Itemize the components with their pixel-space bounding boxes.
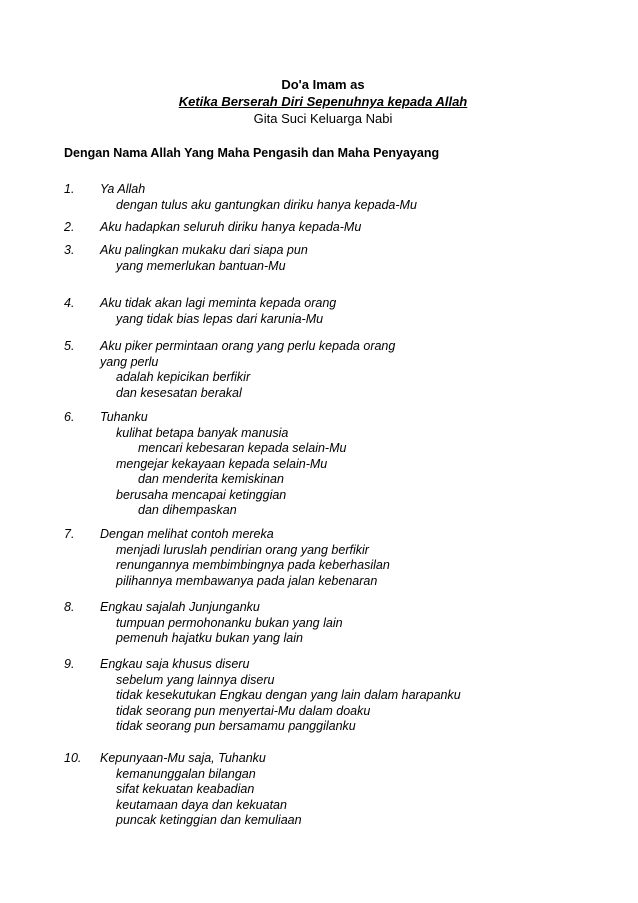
verse-text: Engkau saja khusus diseru: [100, 657, 250, 671]
verse-text: pemenuh hajatku bukan yang lain: [116, 631, 303, 645]
verse-block: [64, 751, 624, 829]
verse-line: [64, 673, 624, 689]
verse-text: sifat kekuatan keabadian: [116, 782, 255, 796]
verse-line: [64, 355, 624, 371]
verse-text: yang perlu: [100, 354, 159, 369]
verse-line: [64, 798, 624, 814]
verse-text: kemanunggalan bilangan: [116, 766, 256, 781]
verse-line: [64, 410, 624, 426]
verse-number: 10.: [64, 751, 82, 765]
verse-line: [64, 813, 624, 829]
verse-block: [64, 296, 624, 327]
verse-text: dengan tulus aku gantungkan diriku hanya kepada-Mu: [116, 197, 417, 212]
verse-text: Tuhanku: [100, 410, 148, 424]
verse-line: [64, 574, 624, 590]
verse-text: tumpuan permohonanku bukan yang lain: [116, 615, 343, 630]
verse-block: [64, 243, 624, 274]
verse-number: 5.: [64, 339, 75, 353]
verse-line: [64, 198, 624, 214]
verse-text: Engkau sajalah Junjunganku: [100, 600, 260, 614]
verse-line: [64, 426, 624, 442]
document-subtitle: Ketika Berserah Diri Sepenuhnya kepada Allah: [178, 94, 468, 109]
verse-text: adalah kepicikan berfikir: [116, 370, 251, 384]
verse-line: [64, 370, 624, 386]
verse-line: [64, 339, 624, 355]
verse-text: kulihat betapa banyak manusia: [116, 425, 289, 440]
verse-text: pilihannya membawanya pada jalan kebenaran: [116, 573, 378, 588]
verse-block: [64, 657, 624, 735]
verse-number: 3.: [64, 243, 75, 257]
verse-block: [64, 527, 624, 589]
verse-number: 8.: [64, 600, 75, 614]
verse-line: [64, 616, 624, 632]
document-title: Do'a Imam as: [281, 77, 365, 92]
verse-number: 2.: [64, 220, 75, 234]
verse-text: berusaha mencapai ketinggian: [116, 487, 287, 502]
verse-line: [64, 767, 624, 783]
verse-text: Kepunyaan-Mu saja, Tuhanku: [100, 751, 266, 765]
verse-text: Aku piker permintaan orang yang perlu kepada orang: [100, 339, 396, 353]
verse-line: [64, 782, 624, 798]
verse-text: dan menderita kemiskinan: [138, 472, 284, 486]
verse-text: yang tidak bias lepas dari karunia-Mu: [116, 311, 324, 326]
verse-line: [64, 386, 624, 402]
verse-line: [64, 220, 624, 236]
verse-line: [64, 457, 624, 473]
verse-text: tidak seorang pun bersamamu panggilanku: [116, 719, 356, 733]
verse-text: mengejar kekayaan kepada selain-Mu: [116, 456, 328, 471]
verse-text: dan dihempaskan: [138, 503, 237, 517]
verse-line: [64, 488, 624, 504]
verse-text: renungannya membimbingnya pada keberhasilan: [116, 558, 390, 572]
document-source: Gita Suci Keluarga Nabi: [253, 111, 393, 126]
verse-text: Aku hadapkan seluruh diriku hanya kepada-Mu: [100, 220, 362, 234]
verse-text: menjadi luruslah pendirian orang yang berfikir: [116, 542, 369, 557]
verse-line: [64, 312, 624, 328]
verse-text: tidak seorang pun menyertai-Mu dalam doaku: [116, 703, 371, 718]
document-header: [0, 76, 638, 127]
verse-line: [64, 503, 624, 519]
verse-text: dan kesesatan berakal: [116, 385, 242, 400]
verse-number: 9.: [64, 657, 75, 671]
verse-line: [64, 527, 624, 543]
verse-number: 7.: [64, 527, 75, 541]
verse-line: [64, 558, 624, 574]
verse-text: Dengan melihat contoh mereka: [100, 527, 274, 541]
verse-number: 6.: [64, 410, 75, 424]
verse-block: [64, 220, 624, 236]
verse-text: Aku tidak akan lagi meminta kepada orang: [100, 296, 337, 310]
verse-line: [64, 600, 624, 616]
verse-text: puncak ketinggian dan kemuliaan: [116, 813, 302, 827]
verse-block: [64, 182, 624, 213]
verse-block: [64, 410, 624, 519]
verse-text: keutamaan daya dan kekuatan: [116, 797, 287, 812]
verse-text: Ya Allah: [100, 182, 146, 196]
bismillah-line: Dengan Nama Allah Yang Maha Pengasih dan Maha Penyayang: [64, 146, 440, 160]
verse-line: [64, 704, 624, 720]
verse-line: [64, 751, 624, 767]
verse-line: [64, 543, 624, 559]
verse-line: [64, 657, 624, 673]
verse-text: tidak kesekutukan Engkau dengan yang lain dalam harapanku: [116, 688, 461, 702]
verse-line: [64, 182, 624, 198]
verse-line: [64, 719, 624, 735]
verse-line: [64, 259, 624, 275]
verse-line: [64, 243, 624, 259]
verse-number: 4.: [64, 296, 75, 310]
verse-number: 1.: [64, 182, 75, 196]
verse-line: [64, 472, 624, 488]
verse-block: [64, 339, 624, 401]
verse-text: yang memerlukan bantuan-Mu: [116, 258, 286, 273]
verse-line: [64, 441, 624, 457]
verse-line: [64, 688, 624, 704]
verse-line: [64, 631, 624, 647]
verse-text: mencari kebesaran kepada selain-Mu: [138, 441, 347, 455]
verse-text: sebelum yang lainnya diseru: [116, 672, 275, 687]
verse-text: Aku palingkan mukaku dari siapa pun: [100, 243, 308, 257]
verse-block: [64, 600, 624, 647]
verse-line: [64, 296, 624, 312]
